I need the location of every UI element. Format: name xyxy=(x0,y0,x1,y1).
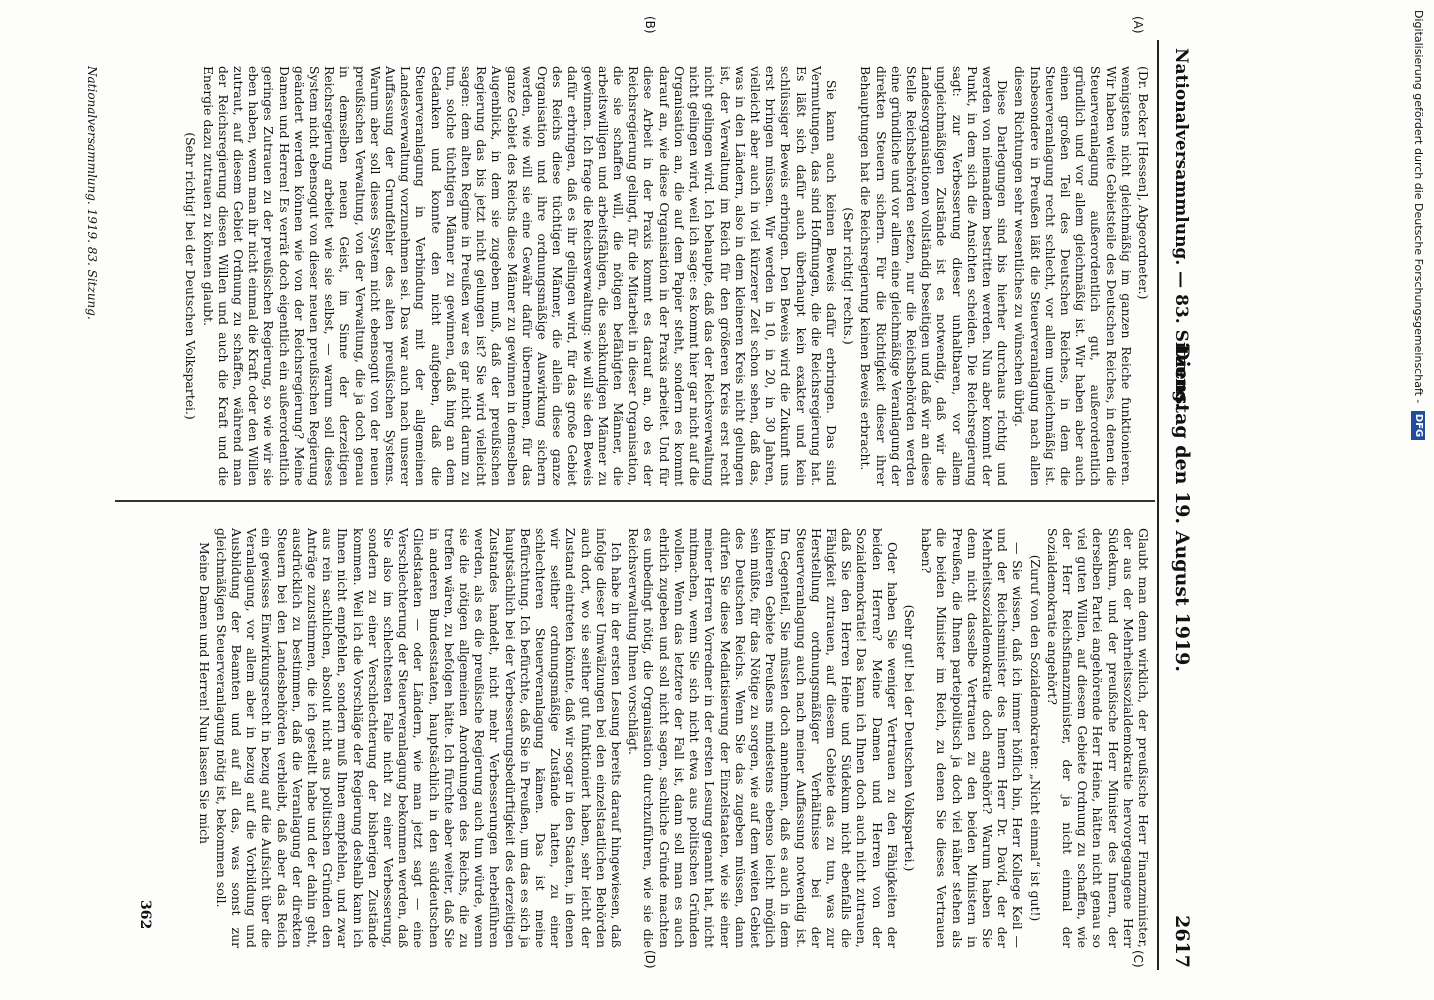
paragraph: Oder haben Sie weniger Vertrauen zu den Fähigkeiten der beiden Herren? Meine Damen und Herren von der Sozialdemokratie! Das kann ich Ihnen doch auch nicht zutrauen, daß Sie den Herren Heine und Südekum nicht ebenfalls die Fähigkeit zutrauen, auf diesem Gebiete das zu tun, was zur Herstellung ordnungsmäßiger Verhältnisse bei der Steuerveranlagung auch nach meiner Auffassung notwendig ist. Im Gegenteil, Sie müssten doch annehmen, daß es auch in dem kleineren Gebiete Preußens mindestens ebenso leicht möglich sein müßte, für das Nötige zu sorgen, wie auf dem weiten Gebiet des Deutschen Reichs. Wenn Sie das zugeben müssen, dann dürfen Sie diese Mediatisierung der Einzelstaaten, wie sie einer meiner Herren Vorredner in der ersten Lesung genannt hat, nicht mitmachen, wenn Sie sich nicht etwa aus politischen Gründen wollen. Wenn das letztere der Fall ist, dann soll man es auch ehrlich zugeben und soll nicht sagen, sachliche Gründe machten es unbedingt nötig, die Organisation durchzuführen, wie sie die Reichsverwaltung Ihnen vorschlägt. xyxy=(626,528,900,948)
header-left: Nationalversammlung. — 83. Sitzung. xyxy=(1171,48,1191,409)
interjection: (Zuruf von den Sozialdemokraten: „Nicht einmal“ ist gut!) xyxy=(1027,554,1043,922)
paragraph: Sie kann auch keinen Beweis dafür erbringen. Das sind Vermutungen, das sind Hoffnungen, die die Reichsregierung hat. Es läßt sich dafür auch überhaupt kein exakter und kein schlüssiger Beweis erbringen. Den Beweis wird die Zukunft uns erst bringen müssen. Wir werden in 10, in 20, in 30 Jahren, vielleicht aber auch in viel kürzerer Zeit schon sehen, daß das, was in den Ländern, also in dem kleineren Kreis nicht gelungen ist, der Verwaltung im Reich für den größeren Kreis erst recht nicht gelingen wird. Ich behaupte, daß das der Reichsverwaltung nicht gelingen wird, weil ich sage: es kommt hier gar nicht auf die Organisation an, die auf dem Papier steht, sondern es kommt darauf an, wie diese Organisation in der Praxis arbeitet. Und für diese Arbeit in der Praxis kommt es darauf an, ob es der Reichsregierung gelingt, für die Mitarbeit in dieser Organisation, die sie schaffen will, die nötigen befähigten Männer, die arbeitswilligen und arbeitsfähigen, die sachkundigen Männer zu gewinnen. Ich frage die Reichsverwaltung: wie will sie den Beweis dafür erbringen, daß es ihr gelingen wird, für das große Gebiet des Reichs diese tüchtigen Männer, die allein diese ganze Organisation und ihre ordnungsmäßige Auswirkung sichern werden, wie will sie eine Gewähr dafür übernehmen, für das ganze Gebiet des Reichs diese Männer zu gewinnen in demselben Augenblick, in dem sie zugeben muß, daß der preußischen Regierung das bis jetzt nicht gelungen ist? Sie wird vielleicht sagen: dem alten Regime in Preußen war es gar nicht darum zu tun, solche tüchtigen Männer zu gewinnen, daß hing an dem Gedanken und konnte den nicht aufgeben, daß die Steuerveranlagung in Verbindung mit der allgemeinen Landesverwaltung vorzunehmen sei. Das war auch nach unserer Auffassung der Grundfehler des alten preußischen Systems. Warum aber soll dieses System nicht ebensogut von der neuen preußischen Verwaltung, von der Verwaltung, die ja doch genau in demselben neuen Geist, im Sinne der derzeitigen Reichsregierung arbeitet wie sie selbst, — warum soll dieses System nicht ebensogut von dieser neuen preußischen Regierung geändert werden können wie von der Reichsregierung? Meine Damen und Herren! Es verrät doch eigentlich ein außerordentlich geringes Zutrauen zu der preußischen Regierung, so wie wir sie eben haben, wenn man ihr nicht einmal die Kraft oder den Willen zutraut, auf diesem Gebiet Ordnung zu schaffen, während man der Reichsregierung diesen Willen und auch die Kraft und die Energie dazu zutrauen zu können glaubt. xyxy=(200,66,839,486)
header-date: Dienstag den 19. August 1919. xyxy=(1171,344,1193,672)
paragraph: Ich habe in der ersten Lesung bereits darauf hingewiesen, daß infolge dieser Umwälzungen bei den einzelstaatlichen Behörden auch dort, wo sie seither gut funktioniert haben, sehr leicht der Zustand eintreten könnte, daß wir sogar in den Staaten, in denen wir seither ordnungsmäßige Zustände hatten, zu einer schlechteren Steuerveranlagung kämen. Das ist meine Befürchtung. Ich befürchte, daß Sie in Preußen, um das es sich ja hauptsächlich bei der Verbesserungsbedürftigkeit des derzeitigen Zustandes handelt, nicht mehr Verbesserungen herbeiführen werden, als es die preußische Regierung auch tun würde, wenn sie die nötigen allgemeinen Anordnungen des Reichs, die zu treffen wären, zu befolgen hätte. Ich fürchte aber weiter, daß Sie in anderen Bundesstaaten, hauptsächlich in den süddeutschen Gliedstaaten — oder Ländern, wie man jetzt sagt — eine Verschlechterung der Steuerveranlagung bekommen werden, daß Sie also im schlechtesten Falle nicht zu einer Verbesserung, sondern zu einer Verschlechterung der bisherigen Zustände kommen. Weil ich die Vorschläge der Regierung deshalb kann ich Ihnen nicht empfehlen, sondern muß Ihnen empfehlen, und zwar aus rein sachlichen, absolut nicht aus politischen Gründen den Anträge zuzustimmen, die ich gestellt habe und der dahin geht, ausdrücklich zu bestimmen, daß die Veranlagung der direkten Steuern bei den Landesbehörden verbleibt, daß aber das Reich ein gewisses Einwirkungsrecht in bezug auf die Aufsicht über die Veranlagung, vor allem aber in bezug auf die Vorbildung und Ausbildung der Beamten und auf all das, was sonst zur gleichmäßigen Steuerveranlagung nötig ist, bekommen soll. xyxy=(213,528,625,948)
digitization-note xyxy=(1408,10,1428,990)
margin-mark-d: (D) xyxy=(643,950,657,969)
digitization-note-text: Digitalisierung gefördert durch die Deutsche Forschungsgemeinschaft - xyxy=(1412,10,1425,404)
dfg-logo: DFG xyxy=(1411,411,1425,440)
interjection: (Sehr richtig! bei der Deutschen Volkspartei.) xyxy=(183,132,199,420)
right-column xyxy=(194,528,1151,948)
paragraph: Meine Damen und Herren! Nun lassen Sie mich xyxy=(196,542,212,845)
paragraph: — Sie wissen, daß ich immer höflich bin, Herr Kollege Keil — und der Reichsminister des Innern Herr Dr. David, der der Mehrheitssozialdemokratie doch angehört? Warum haben Sie denn nicht dasselbe Vertrauen zu den beiden Ministern in Preußen, die Ihnen parteipolitisch ja doch viel näher stehen als die beiden Minister im Reich, zu denen Sie dieses Vertrauen haben? xyxy=(919,528,1026,948)
paragraph: wenigstens nicht gleichmäßig im ganzen Reiche funktionieren. Wir haben weite Gebietsteile des Deutschen Reiches, in denen die Steuerveranlagung außerordentlich gut, außerordentlich gründlich und vor allem gleichmäßig ist. Wir haben aber auch einen großen Teil des Deutschen Reiches, in dem die Steuerveranlagung recht schlecht, vor allem ungleichmäßig ist. Insbesondere in Preußen läßt die Steuerveranlagung nach allen diesen Richtungen sehr wesentliches zu wünschen übrig. xyxy=(1012,66,1134,486)
interjection: (Sehr gut! bei der Deutschen Volkspartei.) xyxy=(901,604,917,872)
header-page-number: 2617 xyxy=(1171,915,1193,968)
left-column xyxy=(181,66,1151,486)
paragraph: Glaubt man denn wirklich, der preußische Herr Finanzminister, der aus der Mehrheitssozialdemokratie hervorgegangene Herr Südekum, und der preußische Herr Minister des Innern, der derselben Partei angehörende Herr Heine, hätten nicht genau so viel guten Willen, auf diesem Gebiete Ordnung zu schaffen, wie der Herr Reichsfinanzminister, der ja nicht einmal der Sozialdemokratie angehört? xyxy=(1044,528,1151,948)
margin-mark-a: (A) xyxy=(1131,16,1145,34)
paragraph: Diese Darlegungen sind bis hierher durchaus richtig und werden von niemandem bestritten werden. Nun aber kommt der Punkt, in dem sich die Ansichten scheiden. Die Reichsregierung sagt: zur Verbesserung dieser unhaltbaren, vor allem ungleichmäßigen Zustände ist es notwendig, daß wir die Landesorganisationen vollständig beseitigen und daß wir an diese Stelle Reichsbehörden setzen, nur die Reichsbehörden werden eine gründliche und vor allem eine gleichmäßige Veranlagung der direkten Steuern sichern. Für die Richtigkeit dieser ihrer Behauptungen hat die Reichsregierung keinen Beweis erbracht. xyxy=(858,66,1011,486)
margin-mark-c: (C) xyxy=(1131,950,1145,968)
interjection: (Sehr richtig! rechts.) xyxy=(841,207,857,345)
header-rule xyxy=(1157,40,1159,970)
running-header xyxy=(1165,48,1193,968)
page-footer: Nationalversammlung. 1919. 83. Sitzung. xyxy=(85,66,99,320)
margin-mark-b: (B) xyxy=(643,16,657,34)
column-rule xyxy=(115,500,1155,502)
speaker-line: (Dr. Becker [Hessen], Abgeordneter.) xyxy=(1136,66,1151,300)
signature-number: 362 xyxy=(137,900,153,930)
